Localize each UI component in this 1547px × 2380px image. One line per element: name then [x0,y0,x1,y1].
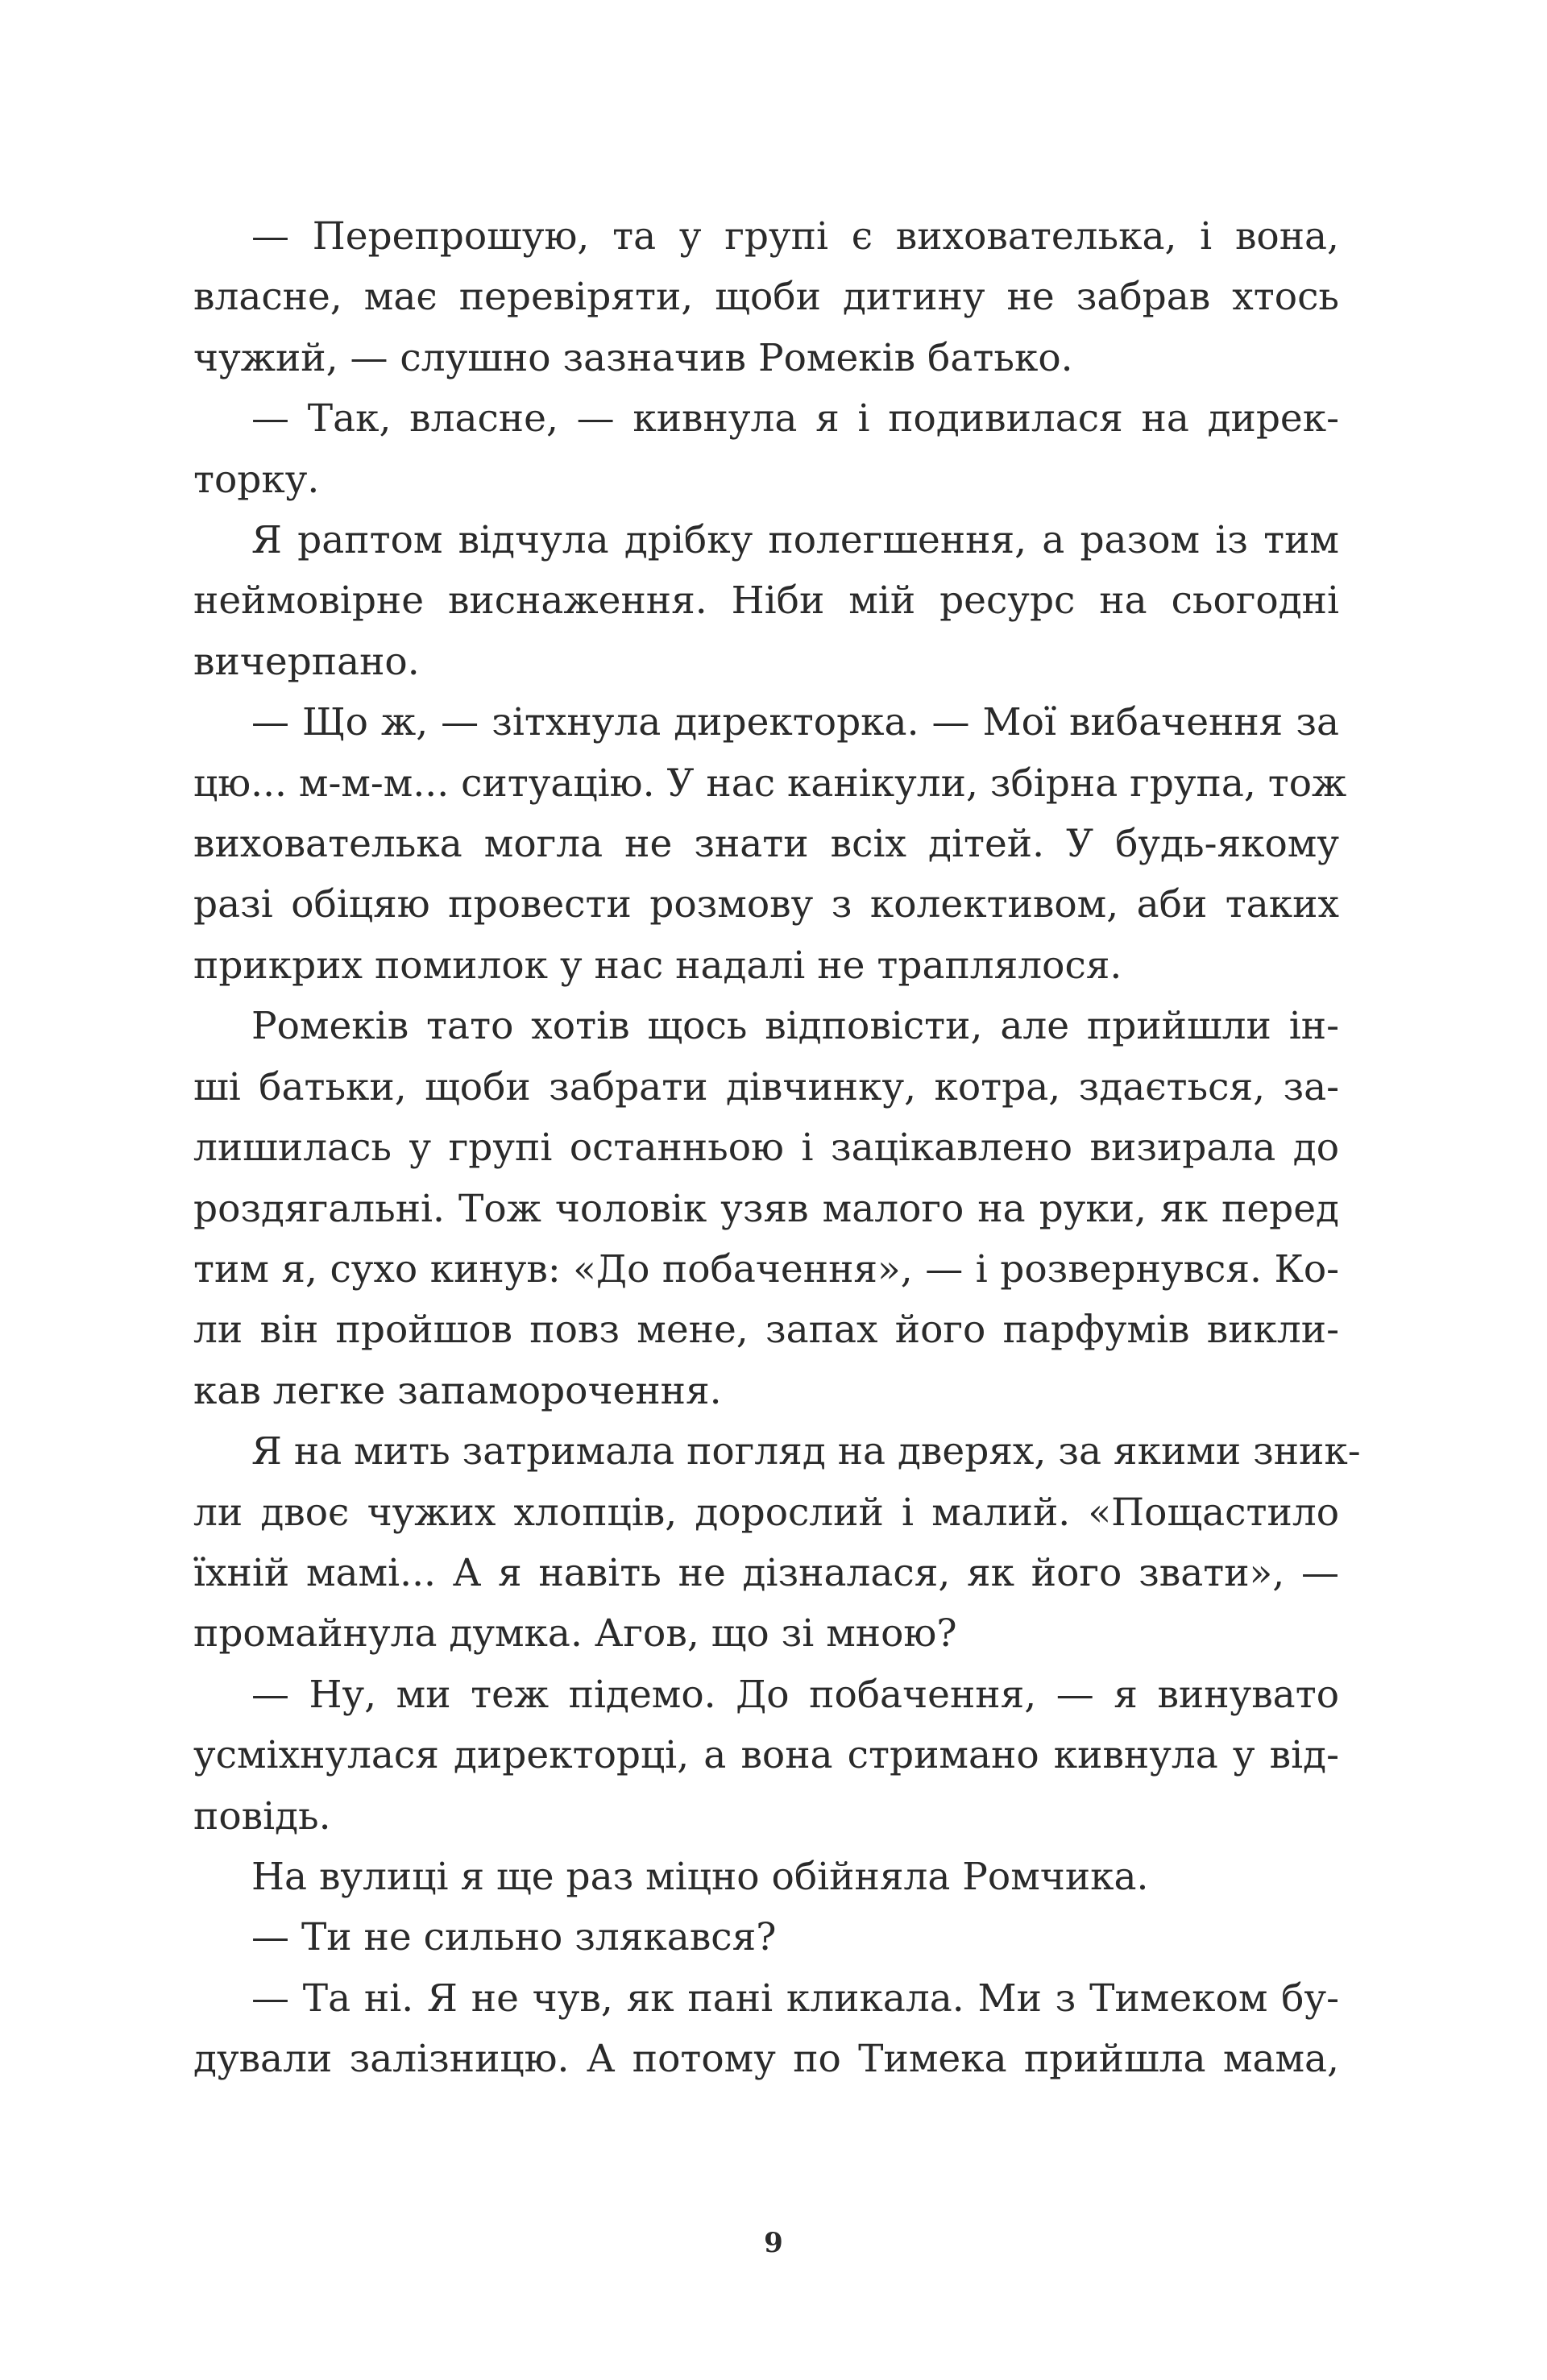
body-text [193,206,1361,2090]
text-line: їхній мамі... А я навіть не дізналася, як його звати», — [193,1550,1339,1595]
paragraph [193,206,1339,388]
text-line: разі обіцяю провести розмову з колективом, аби таких [193,882,1339,927]
text-line: вихователька могла не знати всіх дітей. У будь-якому [193,822,1339,867]
paragraph [193,1968,1339,2090]
text-line: усміхнулася директорці, а вона стримано кивнула у від- [193,1733,1339,1778]
text-line: повідь. [193,1793,331,1839]
paragraph [193,388,1339,510]
text-line: — Ну, ми теж підемо. До побачення, — я винувато [251,1672,1339,1717]
text-line: неймовірне виснаження. Ніби мій ресурс на сьогодні [193,578,1339,624]
text-line: чужий, — слушно зазначив Ромеків батько. [193,335,1073,380]
paragraph [193,996,1339,1421]
text-line: тим я, сухо кинув: «До побачення», — і розвернувся. Ко- [193,1246,1339,1292]
text-line: На вулиці я ще раз міцно обійняла Ромчика. [251,1854,1149,1899]
paragraph [193,1847,1339,1907]
paragraph [193,1421,1361,1665]
text-line: ші батьки, щоби забрати дівчинку, котра, здається, за- [193,1064,1339,1109]
text-line: Я на мить затримала погляд на дверях, за якими зник- [251,1429,1361,1474]
paragraph [193,1665,1339,1847]
text-line: цю... м-м-м... ситуацію. У нас канікули, збірна група, тож [193,761,1347,806]
text-line: лишилась у групі останньою і зацікавлено визирала до [193,1126,1339,1171]
text-line: — Так, власне, — кивнула я і подивилася на дирек- [251,396,1339,442]
text-line: дували залізницю. А потому по Тимека прийшла мама, [193,2037,1339,2082]
text-line: ли він пройшов повз мене, запах його парфумів викли- [193,1308,1339,1353]
page-number: 9 [764,2227,783,2259]
text-line: ли двоє чужих хлопців, дорослий і малий. «Пощастило [193,1490,1339,1535]
text-line: власне, має перевіряти, щоби дитину не забрав хтось [193,275,1339,320]
text-line: — Та ні. Я не чув, як пані кликала. Ми з Тимеком бу- [251,1976,1339,2021]
text-line: роздягальні. Тож чоловік узяв малого на руки, як перед [193,1186,1339,1231]
text-line: — Перепрошую, та у групі є вихователька, і вона, [251,214,1339,259]
text-line: вичерпано. [193,639,420,684]
text-line: кав легке запаморочення. [193,1368,722,1413]
paragraph [193,1907,1339,1967]
paragraph [193,692,1347,996]
text-line: — Що ж, — зітхнула директорка. — Мої вибачення за [251,700,1339,745]
text-line: — Ти не сильно злякався? [251,1915,777,1960]
text-line: промайнула думка. Агов, що зі мною? [193,1611,957,1656]
text-line: прикрих помилок у нас надалі не траплялося. [193,943,1122,988]
text-line: торку. [193,457,320,502]
paragraph [193,510,1339,692]
text-line: Ромеків тато хотів щось відповісти, але прийшли ін- [251,1004,1339,1049]
text-line: Я раптом відчула дрібку полегшення, а разом із тим [251,518,1339,563]
